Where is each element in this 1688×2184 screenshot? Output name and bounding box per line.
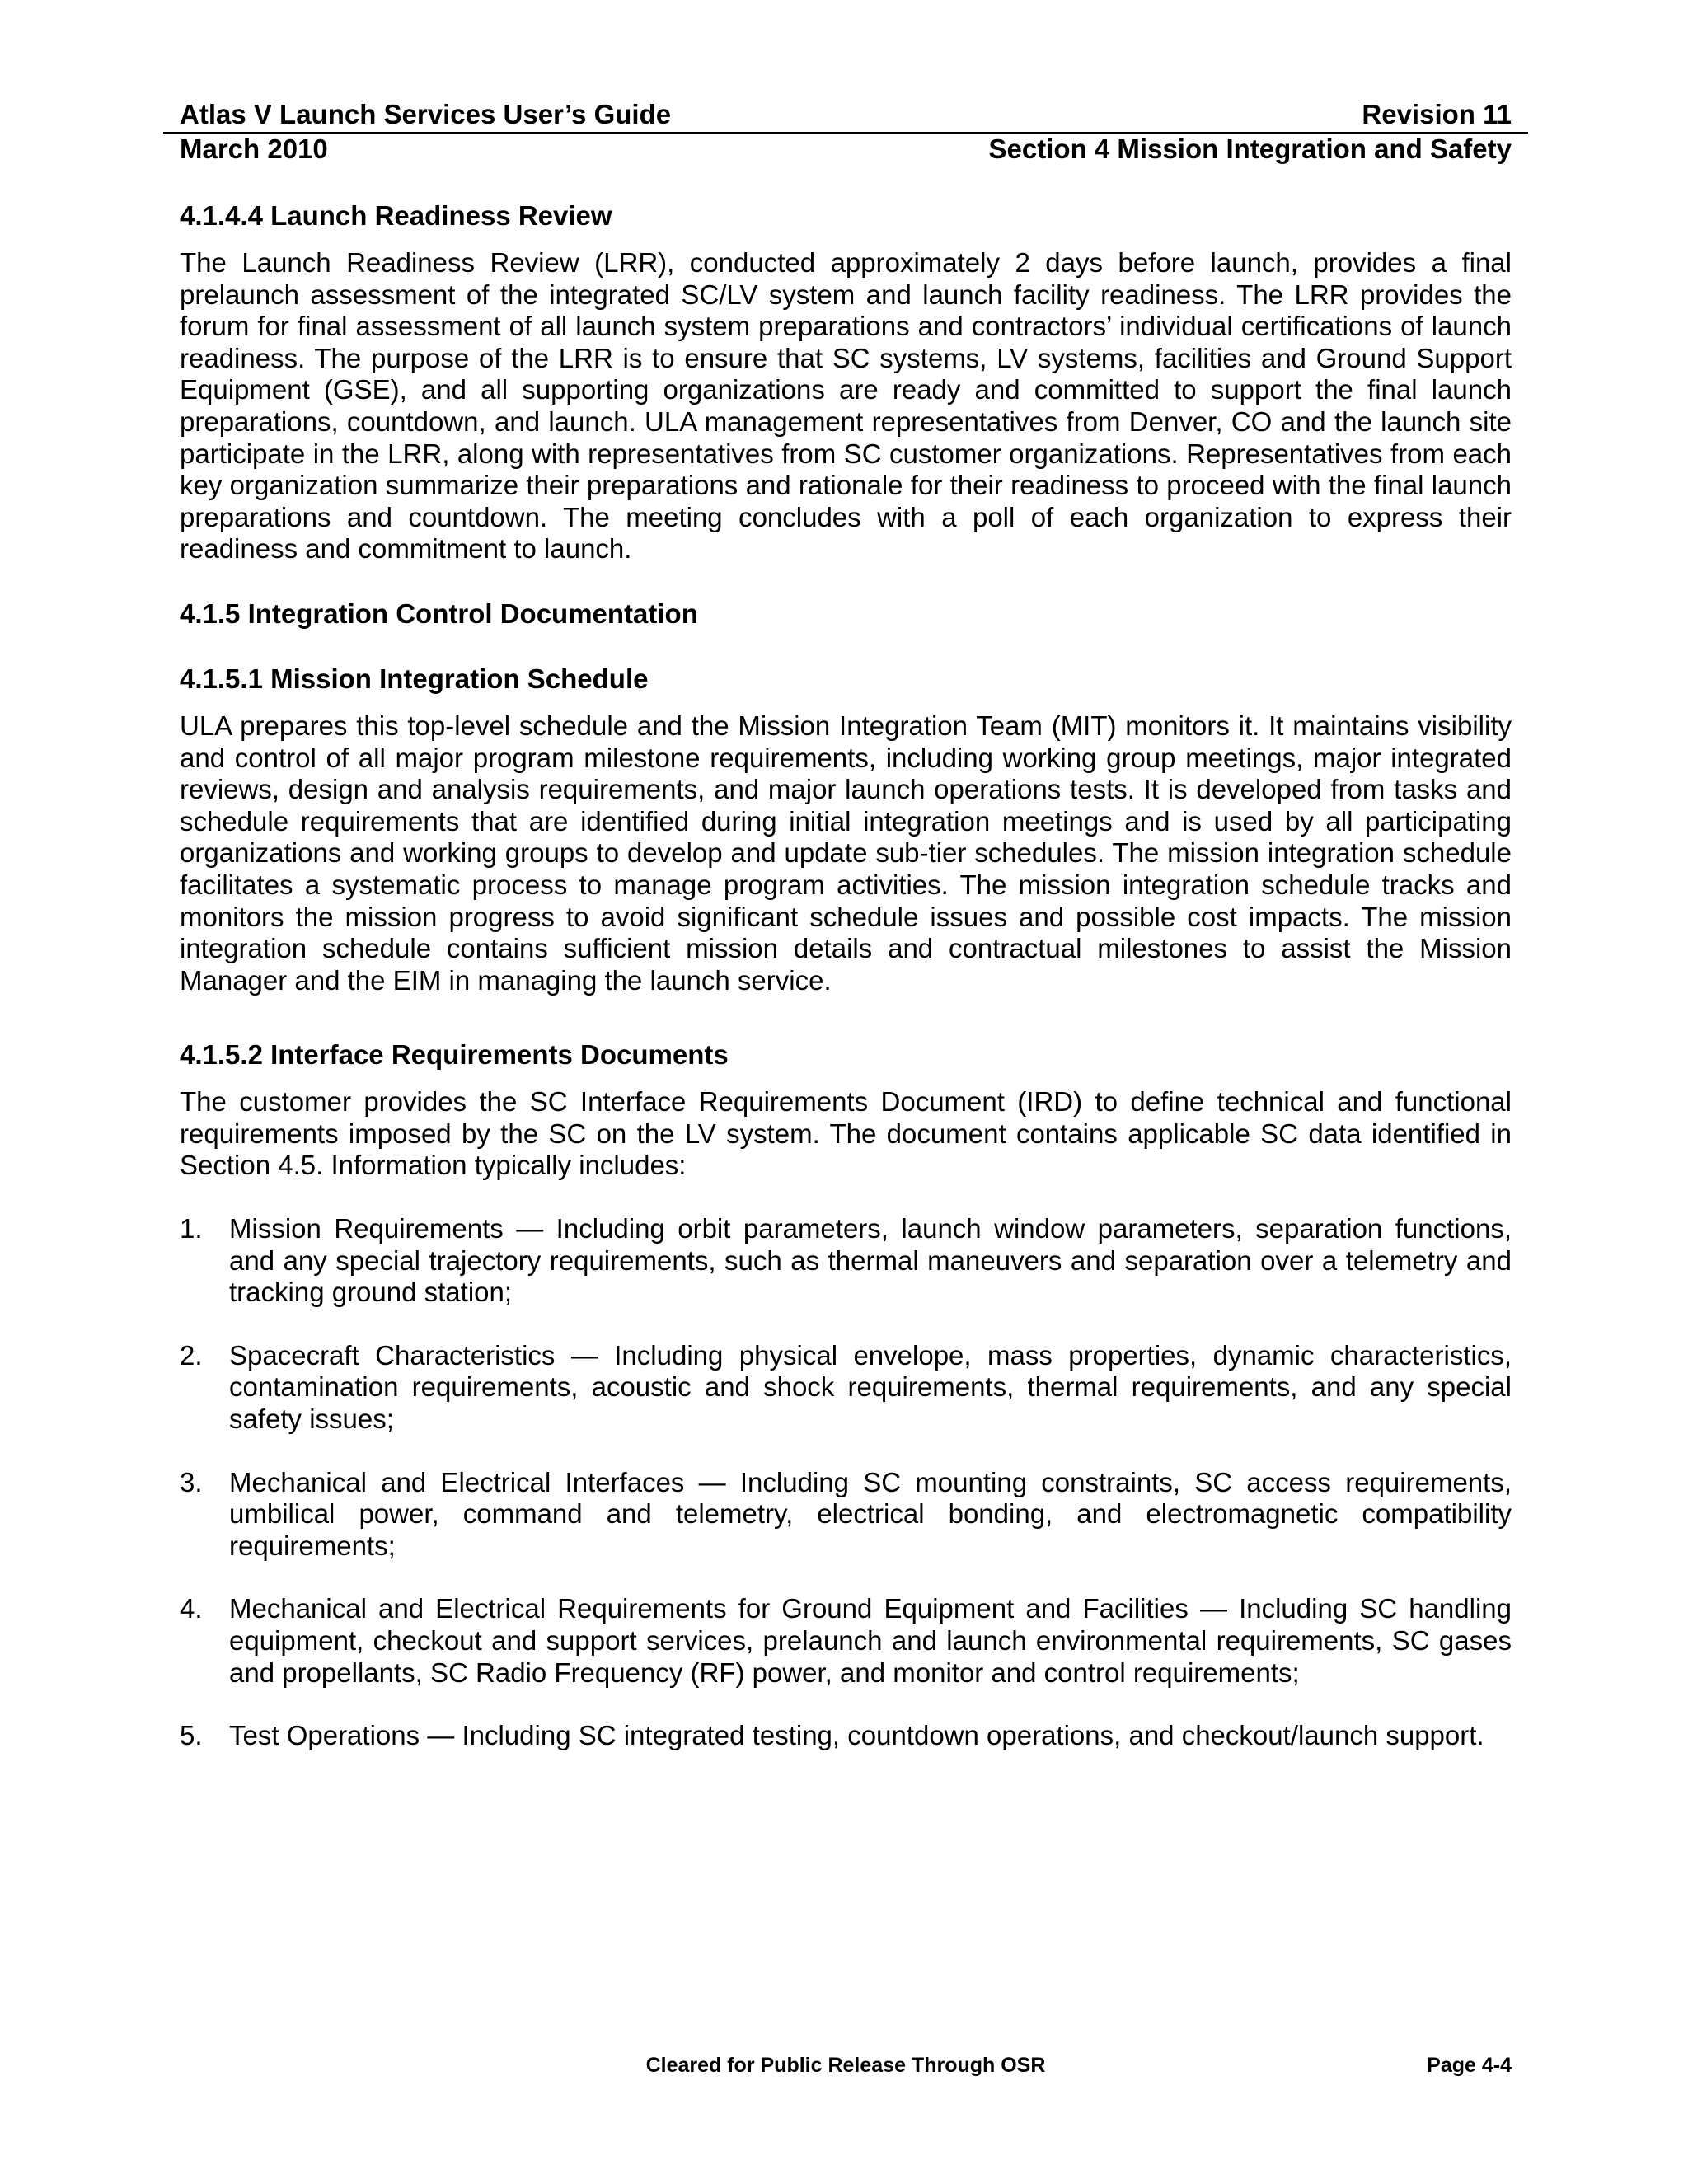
list-item bbox=[180, 1720, 1512, 1752]
list-item-text: Mission Requirements — Including orbit parameters, launch window parameters, separation functions, and any special trajectory requirements, such as thermal maneuvers and separation over a telemetry and tracking ground station; bbox=[229, 1213, 1512, 1308]
document-title: Atlas V Launch Services User’s Guide bbox=[180, 99, 672, 129]
document-page bbox=[180, 97, 1512, 1752]
heading-launch-readiness-review: 4.1.4.4 Launch Readiness Review bbox=[180, 200, 612, 231]
header-divider bbox=[163, 132, 1528, 134]
heading-interface-requirements-documents: 4.1.5.2 Interface Requirements Documents bbox=[180, 1039, 729, 1071]
list-item-text: Spacecraft Characteristics — Including physical envelope, mass properties, dynamic characteristics, contamination requirements, acoustic and shock requirements, thermal requirements, and any special safety issues; bbox=[229, 1339, 1512, 1435]
list-item bbox=[180, 1467, 1512, 1563]
list-item-text: Mechanical and Electrical Requirements for Ground Equipment and Facilities — Including SC handling equipment, checkout and support services, prelaunch and launch environmental requirements, SC gases and propellants, SC Radio Frequency (RF) power, and monitor and control requirements; bbox=[229, 1593, 1512, 1688]
revision-label: Revision 11 bbox=[1362, 99, 1512, 129]
list-item-number: 2. bbox=[180, 1339, 203, 1371]
page-number: Page 4-4 bbox=[1427, 2054, 1512, 2077]
list-item bbox=[180, 1213, 1512, 1309]
paragraph-launch-readiness-review: The Launch Readiness Review (LRR), conducted approximately 2 days before launch, provides a final prelaunch assessment of the integrated SC/LV system and launch facility readiness. The LRR provides the forum for final assessment of all launch system preparations and contractors’ individual certifications of launch readiness. The purpose of the LRR is to ensure that SC systems, LV systems, facilities and Ground Support Equipment (GSE), and all supporting organizations are ready and committed to support the final launch preparations, countdown, and launch. ULA management representatives from Denver, CO and the launch site participate in the LRR, along with representatives from SC customer organizations. Representatives from each key organization summarize their preparations and rationale for their readiness to proceed with the final launch preparations and countdown. The meeting concludes with a poll of each organization to express their readiness and commitment to launch. bbox=[180, 247, 1512, 565]
heading-mission-integration-schedule: 4.1.5.1 Mission Integration Schedule bbox=[180, 663, 649, 694]
list-item bbox=[180, 1593, 1512, 1689]
release-notice: Cleared for Public Release Through OSR bbox=[645, 2054, 1046, 2077]
information-list bbox=[180, 1213, 1512, 1752]
list-item-number: 5. bbox=[180, 1720, 203, 1751]
list-item-text: Test Operations — Including SC integrated testing, countdown operations, and checkout/launch support. bbox=[229, 1720, 1484, 1751]
list-item-number: 4. bbox=[180, 1593, 203, 1624]
list-item-text: Mechanical and Electrical Interfaces — Including SC mounting constraints, SC access requirements, umbilical power, command and telemetry, electrical bonding, and electromagnetic compatibility requirements; bbox=[229, 1466, 1512, 1561]
list-item-number: 1. bbox=[180, 1213, 203, 1244]
header-row-bottom bbox=[180, 132, 1512, 166]
paragraph-interface-requirements-documents: The customer provides the SC Interface Requirements Document (IRD) to define technical and functional requirements imposed by the SC on the LV system. The document contains applicable SC data identified in Section 4.5. Information typically includes: bbox=[180, 1086, 1512, 1181]
paragraph-mission-integration-schedule: ULA prepares this top-level schedule and the Mission Integration Team (MIT) monitors it. It maintains visibility and control of all major program milestone requirements, including working group meetings, major integrated reviews, design and analysis requirements, and major launch operations tests. It is developed from tasks and schedule requirements that are identified during initial integration meetings and is used by all participating organizations and working groups to develop and update sub-tier schedules. The mission integration schedule facilitates a systematic process to manage program activities. The mission integration schedule tracks and monitors the mission progress to avoid significant schedule issues and possible cost impacts. The mission integration schedule contains sufficient mission details and contractual milestones to assist the Mission Manager and the EIM in managing the launch service. bbox=[180, 710, 1512, 996]
document-date: March 2010 bbox=[180, 134, 328, 164]
list-item bbox=[180, 1340, 1512, 1436]
heading-integration-control-documentation: 4.1.5 Integration Control Documentation bbox=[180, 598, 698, 629]
list-item-number: 3. bbox=[180, 1466, 203, 1497]
running-header bbox=[180, 97, 1512, 166]
section-title: Section 4 Mission Integration and Safety bbox=[988, 134, 1512, 164]
header-row-top bbox=[180, 97, 1512, 132]
